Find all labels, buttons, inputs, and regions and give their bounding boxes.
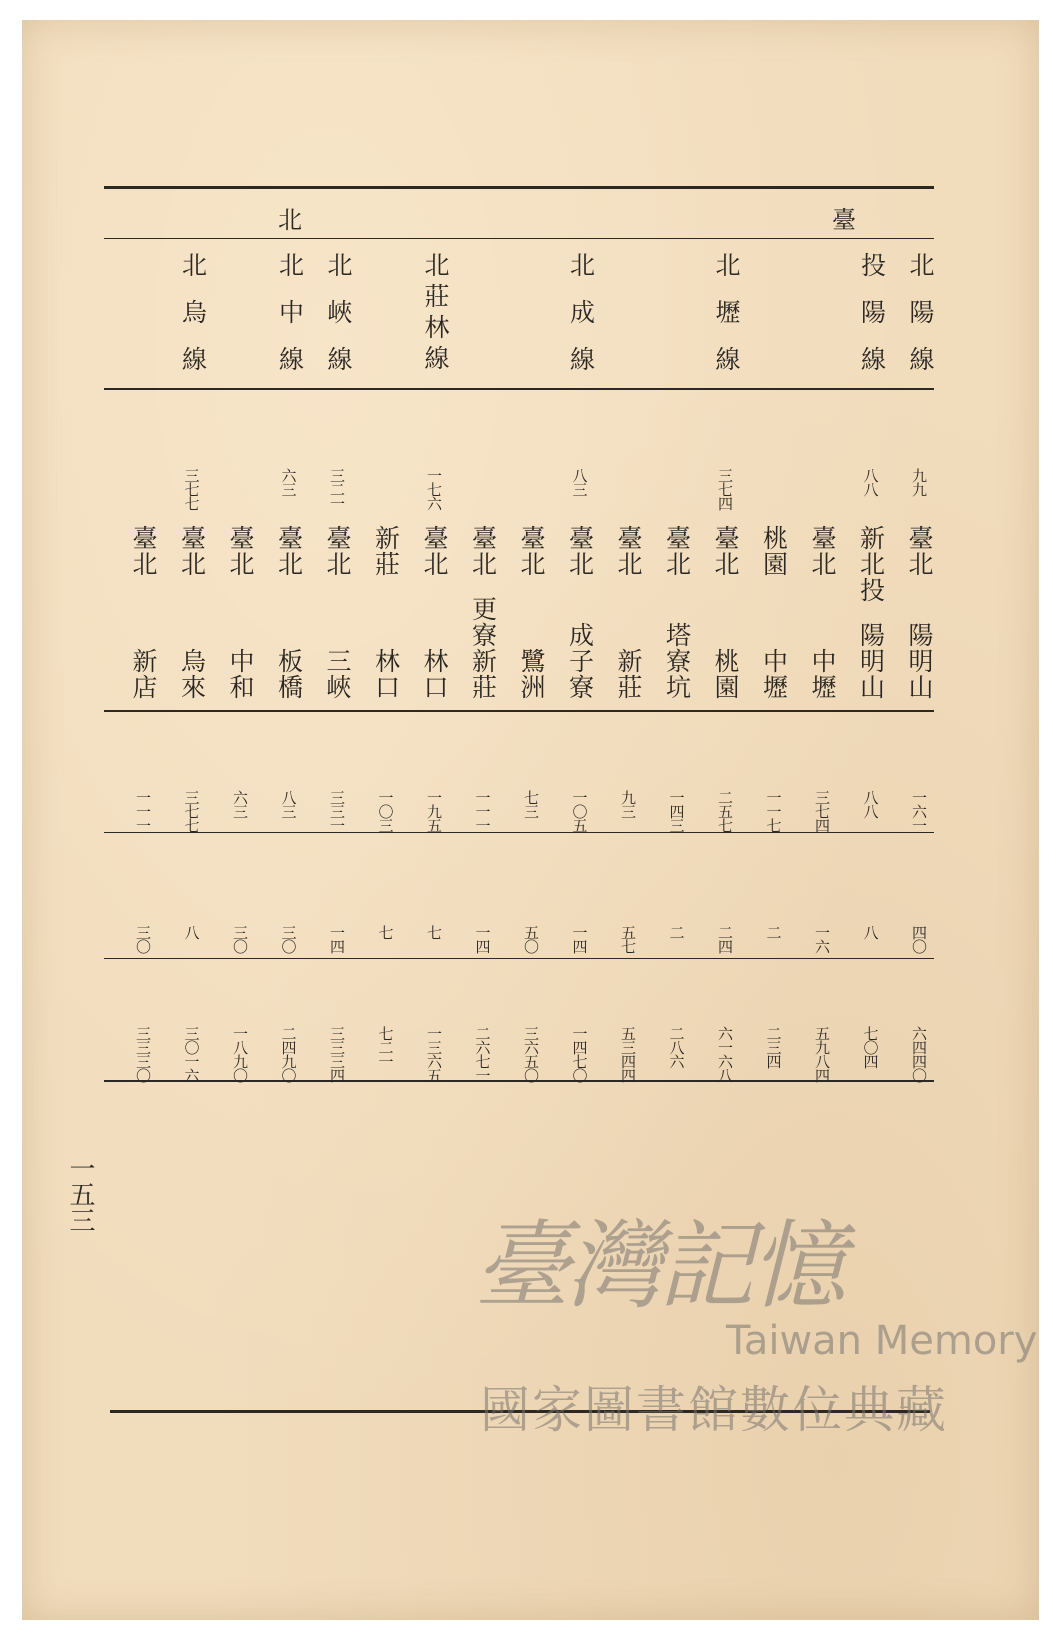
from-station: 臺北 [711, 525, 740, 577]
count-value: 三〇 [134, 925, 152, 953]
line-length: 三二一 [328, 468, 346, 510]
total-value: 三六五〇 [522, 1026, 540, 1082]
from-station: 臺北 [323, 525, 352, 577]
total-value: 六四四〇 [910, 1026, 928, 1082]
count-value: 八 [182, 925, 201, 939]
distance-value: 三七四 [813, 790, 831, 832]
total-value: 六一六八 [716, 1026, 734, 1082]
to-station: 板橋 [274, 648, 304, 700]
scanned-page [22, 20, 1039, 1620]
to-station: 桃園 [711, 648, 740, 700]
count-value: 一六 [813, 925, 831, 953]
watermark-subtitle: 國家圖書館數位典藏 [480, 1381, 948, 1439]
total-value: 二八六 [667, 1026, 686, 1068]
count-value: 一四 [570, 925, 589, 953]
line-name: 北莊林線 [421, 252, 450, 376]
count-value: 三〇 [279, 925, 298, 953]
to-station: 鷺洲 [517, 648, 546, 700]
from-station: 臺北 [129, 525, 158, 577]
top-rule [104, 186, 934, 189]
count-value: 八 [861, 925, 880, 939]
to-station: 成子寮 [565, 622, 595, 700]
count-value: 二四 [716, 925, 734, 953]
distance-value: 三七七 [182, 790, 201, 832]
to-station: 林口 [371, 648, 401, 700]
from-station: 新北投 [856, 525, 886, 603]
line-name: 北陽線 [906, 252, 935, 393]
count-value: 七 [425, 925, 443, 939]
to-station: 中壢 [759, 648, 789, 700]
distance-value: 三三一 [328, 790, 346, 832]
distance-value: 一六一 [910, 790, 928, 832]
count-value: 一四 [328, 925, 346, 953]
line-length: 一七六 [425, 468, 443, 510]
distance-value: 七三 [522, 790, 540, 818]
count-value: 三〇 [231, 925, 249, 953]
from-station: 臺北 [565, 525, 595, 577]
count-value: 五七 [619, 925, 637, 953]
total-value: 一四七〇 [570, 1026, 589, 1082]
from-station: 臺北 [662, 525, 692, 577]
from-station: 臺北 [468, 525, 498, 577]
to-station: 新店 [129, 648, 158, 700]
line-length: 六三 [279, 468, 298, 496]
distance-rule [104, 832, 934, 833]
region-underline [104, 238, 934, 239]
watermark [474, 1190, 1038, 1460]
to-station: 中和 [226, 648, 255, 700]
stations-bottom-rule [104, 710, 934, 712]
total-value: 二四九〇 [279, 1026, 298, 1082]
total-value: 三三三〇 [134, 1026, 152, 1082]
distance-value: 二五七 [716, 790, 734, 832]
to-station: 新莊 [614, 648, 643, 700]
total-value: 二三四 [764, 1026, 783, 1068]
to-station: 塔寮坑 [662, 622, 692, 700]
distance-value: 一四三 [667, 790, 686, 832]
distance-value: 一〇三 [376, 790, 395, 832]
distance-value: 六三 [231, 790, 249, 818]
total-value: 五九八四 [813, 1026, 831, 1082]
from-station: 桃園 [759, 525, 789, 577]
line-length: 八八 [861, 468, 880, 496]
line-length: 八三 [570, 468, 589, 496]
to-station: 陽明山 [856, 622, 886, 700]
count-value: 五〇 [522, 925, 540, 953]
total-value: 七〇四 [861, 1026, 880, 1068]
from-station: 臺北 [808, 525, 837, 577]
count-value: 七 [376, 925, 395, 939]
to-station: 林口 [420, 648, 449, 700]
watermark-english: Taiwan Memory [726, 1318, 1038, 1364]
line-length: 三七七 [182, 468, 201, 510]
distance-value: 一九五 [425, 790, 443, 832]
line-name: 北峽線 [324, 252, 353, 393]
line-name: 北烏線 [178, 252, 208, 393]
to-station: 更寮新莊 [468, 596, 498, 700]
from-station: 臺北 [905, 525, 934, 577]
to-station: 陽明山 [905, 622, 934, 700]
distance-value: 九三 [619, 790, 637, 818]
total-value: 二六七一 [473, 1026, 492, 1082]
count-rule [104, 958, 934, 959]
from-station: 臺北 [177, 525, 207, 577]
distance-value: 一一一 [473, 790, 492, 832]
page-number: 一五三 [65, 1155, 95, 1233]
header-bottom-rule [104, 388, 934, 390]
from-station: 臺北 [226, 525, 255, 577]
from-station: 臺北 [517, 525, 546, 577]
distance-value: 八三 [279, 790, 298, 818]
from-station: 臺北 [614, 525, 643, 577]
distance-value: 一一七 [764, 790, 783, 832]
line-name: 北成線 [566, 252, 596, 393]
region-label-left: 北 [278, 206, 302, 234]
total-value: 一八九〇 [231, 1026, 249, 1082]
line-name: 北中線 [275, 252, 305, 393]
to-station: 中壢 [808, 648, 837, 700]
line-length: 九九 [910, 468, 928, 496]
watermark-chinese: 臺灣記憶 [474, 1210, 842, 1322]
from-station: 新莊 [371, 525, 401, 577]
line-length: 三七四 [716, 468, 734, 510]
region-label-right: 臺 [832, 206, 856, 234]
count-value: 一四 [473, 925, 492, 953]
total-value: 一三六五 [425, 1026, 443, 1082]
total-value: 三三三四 [328, 1026, 346, 1082]
from-station: 臺北 [420, 525, 449, 577]
count-value: 四〇 [910, 925, 928, 953]
to-station: 三峽 [323, 648, 352, 700]
total-value: 三〇一六 [182, 1026, 201, 1082]
count-value: 二 [667, 925, 686, 939]
distance-value: 一〇五 [570, 790, 589, 832]
line-name: 投陽線 [857, 252, 887, 393]
distance-value: 八八 [861, 790, 880, 818]
total-value: 五三四四 [619, 1026, 637, 1082]
to-station: 烏來 [177, 648, 207, 700]
from-station: 臺北 [274, 525, 304, 577]
distance-value: 一一一 [134, 790, 152, 832]
total-value: 七二一 [376, 1026, 395, 1068]
line-name: 北壢線 [712, 252, 741, 393]
count-value: 二 [764, 925, 783, 939]
